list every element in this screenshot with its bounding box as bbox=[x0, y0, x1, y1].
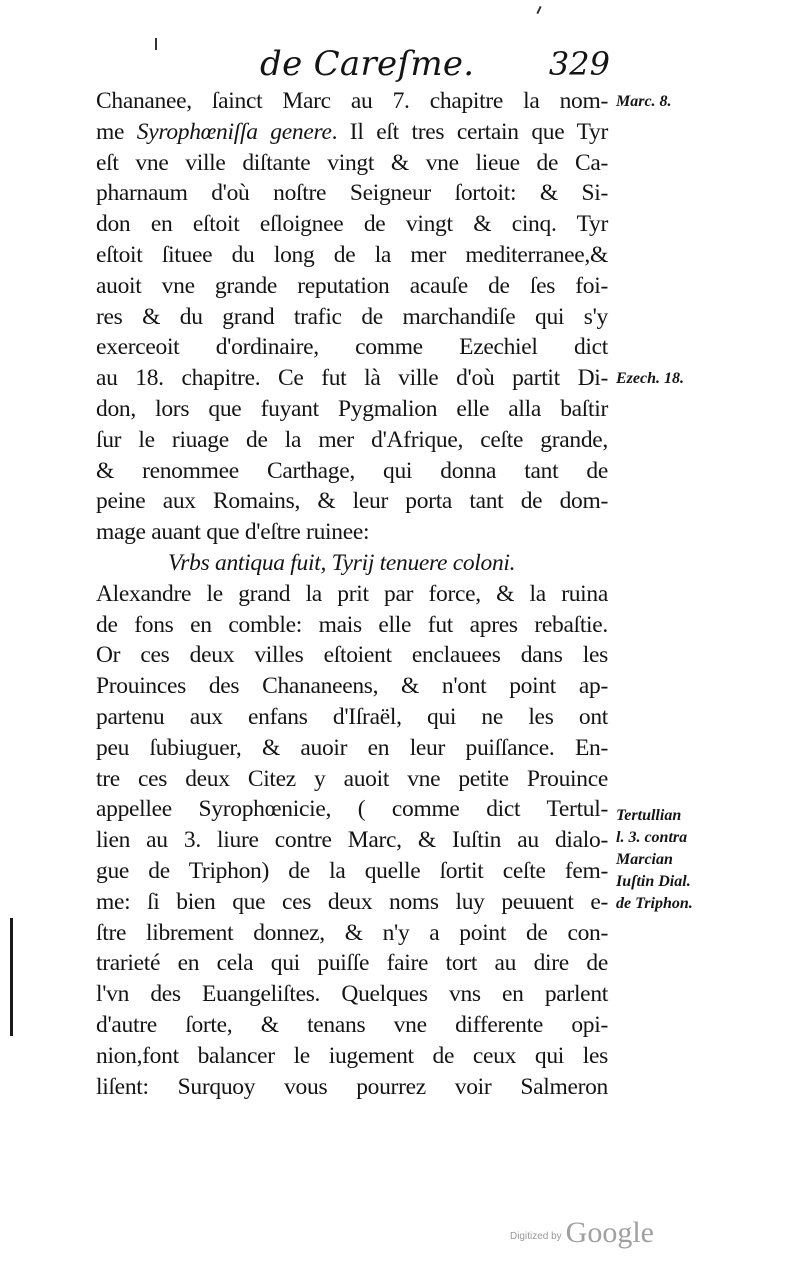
text-segment: peine aux Romains, & leur porta tant de dom- bbox=[96, 488, 608, 515]
page-number: 329 bbox=[548, 45, 610, 83]
text-line bbox=[96, 548, 608, 579]
text-segment: de fons en comble: mais elle fut apres rebaſtie. bbox=[96, 611, 608, 638]
text-line bbox=[96, 486, 608, 517]
text-segment: peu ſubiuguer, & auoir en leur puiſſance. En- bbox=[96, 734, 608, 761]
text-segment: appellee Syrophœnicie, ( comme dict Tertul- bbox=[96, 796, 608, 823]
text-segment: . Il eſt tres certain que Tyr bbox=[331, 118, 609, 145]
text-segment: Prouinces des Chananeens, & n'ont point ap- bbox=[96, 673, 608, 700]
text-line bbox=[96, 640, 608, 671]
text-line bbox=[96, 209, 608, 240]
text-line bbox=[96, 610, 608, 641]
text-line bbox=[96, 1041, 608, 1072]
text-line bbox=[96, 240, 608, 271]
text-segment: au 18. chapitre. Ce fut là ville d'où partit Di- bbox=[96, 365, 608, 392]
text-segment: res & du grand trafic de marchandiſe qui s'y bbox=[96, 303, 608, 330]
running-head: de Careſme. bbox=[260, 44, 475, 84]
text-line bbox=[96, 918, 608, 949]
text-segment: Chananee, ſainct Marc au 7. chapitre la nom- bbox=[96, 88, 608, 114]
text-segment: me bbox=[96, 118, 137, 145]
text-segment: Alexandre le grand la prit par force, & la ruina bbox=[96, 580, 608, 607]
margin-note-line: Iuſtin Dial. bbox=[616, 873, 691, 890]
text-line bbox=[96, 271, 608, 302]
digitized-label: Digitized by bbox=[509, 1231, 562, 1242]
google-logo: Google bbox=[565, 1216, 654, 1249]
margin-note-marc bbox=[616, 93, 672, 111]
text-line bbox=[96, 887, 608, 918]
text-line bbox=[96, 1072, 608, 1103]
text-line bbox=[96, 425, 608, 456]
text-segment: ſur le riuage de la mer d'Afrique, ceſte grande, bbox=[96, 426, 608, 453]
margin-note-line: Marc. 8. bbox=[616, 93, 672, 110]
text-line bbox=[96, 302, 608, 333]
page-header bbox=[260, 42, 610, 86]
margin-note-line: Marcian bbox=[616, 851, 673, 868]
text-line bbox=[96, 579, 608, 610]
text-line bbox=[96, 117, 608, 148]
text-segment: mage auant que d'eſtre ruinee: bbox=[96, 519, 370, 546]
scan-mark bbox=[155, 38, 157, 50]
margin-note-line: Ezech. 18. bbox=[616, 370, 684, 387]
text-line bbox=[96, 671, 608, 702]
text-segment: d'autre ſorte, & tenans vne differente opi- bbox=[96, 1011, 608, 1038]
text-segment: pharnaum d'où noſtre Seigneur ſortoit: & Si- bbox=[96, 180, 608, 207]
margin-note-line: l. 3. contra bbox=[616, 829, 688, 846]
italic-segment: Syrophœniſſa genere bbox=[136, 118, 332, 145]
text-segment: ſtre librement donnez, & n'y a point de con- bbox=[96, 919, 608, 946]
scan-mark bbox=[536, 6, 541, 14]
text-line bbox=[96, 86, 608, 117]
text-segment: trarieté en cela qui puiſſe faire tort au dire de bbox=[96, 950, 608, 977]
text-segment: liſent: Surquoy vous pourrez voir Salmeron bbox=[96, 1073, 608, 1100]
margin-note-line: de Triphon. bbox=[616, 895, 693, 912]
text-segment: don en eſtoit eſloignee de vingt & cinq. Tyr bbox=[96, 211, 608, 238]
text-segment: & renommee Carthage, qui donna tant de bbox=[96, 457, 608, 484]
text-line bbox=[96, 363, 608, 394]
text-segment: auoit vne grande reputation acauſe de ſes foi- bbox=[96, 272, 608, 299]
footer-watermark bbox=[510, 1210, 654, 1250]
text-segment: Or ces deux villes eſtoient enclauees dans les bbox=[96, 642, 608, 669]
text-line bbox=[96, 948, 608, 979]
text-line bbox=[96, 825, 608, 856]
text-line bbox=[96, 1010, 608, 1041]
text-line bbox=[96, 733, 608, 764]
text-line bbox=[96, 456, 608, 487]
text-line bbox=[96, 148, 608, 179]
text-segment: exerceoit d'ordinaire, comme Ezechiel dict bbox=[96, 334, 608, 361]
text-line bbox=[96, 394, 608, 425]
text-segment: gue de Triphon) de la quelle ſortit ceſte fem- bbox=[96, 857, 608, 884]
text-line bbox=[96, 764, 608, 795]
scan-edge-mark bbox=[10, 918, 13, 1036]
margin-note-line: Tertullian bbox=[616, 807, 682, 824]
text-line bbox=[96, 332, 608, 363]
text-line bbox=[96, 979, 608, 1010]
margin-note-ezech bbox=[616, 370, 684, 388]
text-line bbox=[96, 178, 608, 209]
text-line bbox=[96, 794, 608, 825]
text-segment: eſt vne ville diſtante vingt & vne lieue de Ca- bbox=[96, 149, 608, 176]
text-segment: me: ſi bien que ces deux noms luy peuuent e- bbox=[96, 888, 608, 915]
text-line bbox=[96, 702, 608, 733]
text-segment: tre ces deux Citez y auoit vne petite Prouince bbox=[96, 765, 608, 792]
text-segment: partenu aux enfans d'Iſraël, qui ne les ont bbox=[96, 703, 608, 730]
text-segment: don, lors que fuyant Pygmalion elle alla baſtir bbox=[96, 395, 608, 422]
text-line bbox=[96, 517, 608, 548]
text-segment: l'vn des Euangeliſtes. Quelques vns en parlent bbox=[96, 981, 608, 1008]
text-segment: lien au 3. liure contre Marc, & Iuſtin au dialo- bbox=[96, 827, 608, 854]
text-line bbox=[96, 856, 608, 887]
body-text bbox=[96, 86, 608, 1102]
text-segment: eſtoit ſituee du long de la mer mediterranee,& bbox=[96, 241, 608, 268]
text-segment: nion,font balancer le iugement de ceux qui les bbox=[96, 1042, 608, 1069]
margin-note-tertullian bbox=[616, 805, 693, 915]
italic-segment: Vrbs antiqua fuit, Tyrij tenuere coloni. bbox=[168, 549, 516, 576]
